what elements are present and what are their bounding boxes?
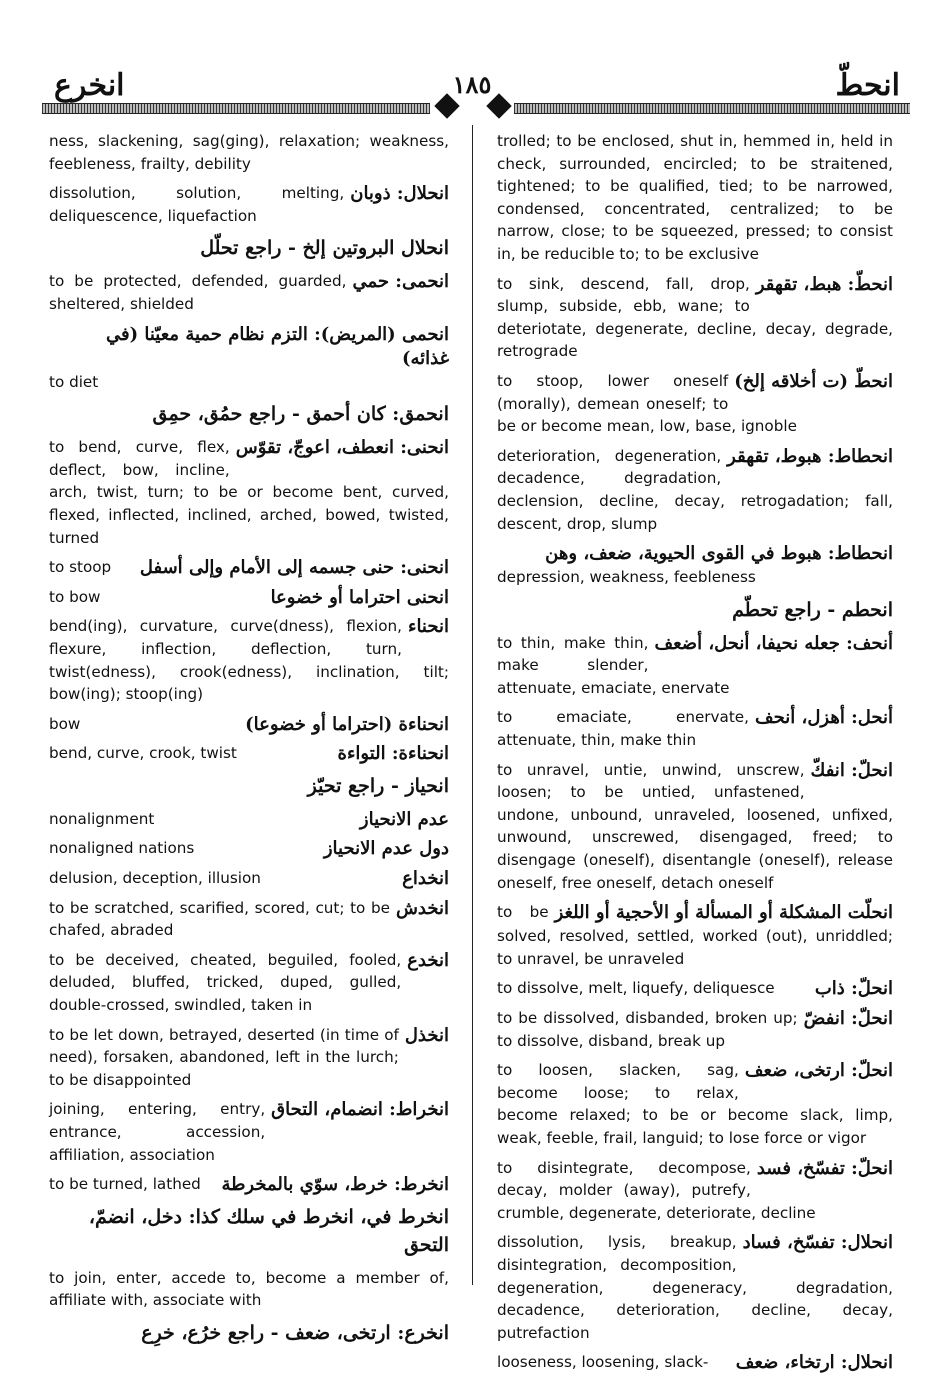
arabic-headword: انحمى: حمي (352, 271, 449, 293)
english-definition: joining, entering, entry, entrance, accession, affiliation, association (49, 1100, 266, 1164)
english-definition: nonaligned nations (49, 839, 195, 858)
arabic-headword: انحطّ (ت أخلاقه إلخ) (734, 370, 893, 392)
arabic-headword: انخدش (395, 897, 449, 919)
english-definition: dissolution, lysis, breakup, disintegration, decomposition, degeneration, degeneracy, degradation, decadence, deterioration, decline, decay, putrefaction (497, 1233, 893, 1342)
arabic-headword: انحنى: انعطف، اعوجّ، تقوّس (235, 437, 449, 459)
dictionary-entry (49, 323, 449, 394)
english-definition: dissolution, solution, melting, deliquescence, liquefaction (49, 184, 345, 225)
dictionary-entry (49, 713, 449, 736)
arabic-subentry: انخرط في، انخرط في سلك كذا: دخل، انضمّ، التحق (88, 1205, 449, 1256)
english-definition: to bow (49, 587, 101, 606)
arabic-headword: انخدع (407, 949, 449, 971)
arabic-headword: انخداع (402, 868, 449, 890)
dictionary-entry (497, 977, 893, 1000)
arabic-headword: انخذل (404, 1024, 449, 1046)
arabic-headword: انحناء (407, 616, 449, 638)
english-definition: to emaciate, enervate, attenuate, thin, make thin (497, 708, 749, 750)
english-definition: to be protected, defended, guarded, sheltered, shielded (49, 272, 347, 313)
arabic-headword: انحلال: ارتخاء، ضعف (735, 1352, 893, 1374)
english-definition: to be let down, betrayed, deserted (in time of need), forsaken, abandoned, left in the lurch; to be disappointed (49, 1025, 399, 1089)
english-definition: to dissolve, melt, liquefy, deliquesce (497, 979, 775, 998)
arabic-headword: دول عدم الانحياز (323, 838, 449, 860)
dictionary-entry (497, 1231, 893, 1344)
arabic-headword: انحناءة: التواءة (337, 743, 449, 765)
dictionary-entry (497, 1351, 893, 1374)
english-definition: delusion, deception, illusion (49, 869, 261, 888)
dictionary-entry (497, 1059, 893, 1149)
english-definition: to stoop (49, 558, 112, 577)
english-definition: deterioration, degeneration, decadence, degradation, declension, decline, decay, retrogadation; fall, descent, drop, slump (497, 446, 893, 533)
dictionary-entry (49, 867, 449, 890)
dictionary-entry (49, 1173, 449, 1196)
dictionary-entry (49, 949, 449, 1017)
dictionary-entry (497, 1157, 893, 1225)
english-definition: bend, curve, crook, twist (49, 744, 237, 763)
arabic-subentry: انحياز - راجع تحيّز (307, 774, 449, 797)
continuation-text: ness, slackening, sag(ging), relaxation; weakness, feebleness, frailty, debility (49, 132, 449, 173)
running-head-left: انخرع (54, 68, 125, 103)
arabic-headword: عدم الانحياز (359, 808, 449, 830)
english-definition: bend(ing), curvature, curve(dness), flexion, flexure, inflection, deflection, turn, twist(edness), crook(edness), inclination, tilt; bow(ing); stoop(ing) (49, 617, 449, 704)
arabic-subentry: انحطم - راجع تحطّم (732, 598, 893, 621)
dictionary-entry (497, 445, 893, 535)
english-definition: to unravel, untie, unwind, unscrew, loosen; to be untied, unfastened, undone, unbound, unraveled, loosened, unfixed, unwound, unscrewed, disengaged, freed; to disengage (oneself), disentangle (oneself), release oneself, free oneself, detach oneself (497, 760, 893, 892)
english-definition: to thin, make thin, make slender, attenuate, emaciate, enervate (497, 633, 730, 697)
dictionary-entry (49, 615, 449, 705)
english-definition: to bend, curve, flex, deflect, bow, incline, arch, twist, turn; to be or become bent, curved, flexed, inflected, inclined, arched, bowed, twisted, turned (49, 438, 449, 547)
arabic-headword: انحنى احتراما أو خضوعا (270, 586, 449, 608)
dictionary-entry (49, 556, 449, 579)
english-definition: to be scratched, scarified, scored, cut; to be chafed, abraded (49, 898, 390, 940)
left-column (49, 130, 449, 1355)
arabic-headword: انحناءة (احتراما أو خضوعا) (245, 713, 449, 735)
header-rule-left (42, 103, 430, 114)
arabic-headword: انحلّ: انفكّ (810, 759, 893, 781)
english-definition: bow (49, 714, 81, 733)
dictionary-entry (49, 270, 449, 315)
dictionary-entry (49, 837, 449, 860)
arabic-subentry: انحلال البروتين إلخ - راجع تحلّل (200, 237, 449, 260)
arabic-headword: انحطاط: هبوط، تقهقر (727, 445, 893, 467)
dictionary-entry (49, 436, 449, 549)
english-definition: to loosen, slacken, sag, become loose; to relax, become relaxed; to be or become slack, limp, weak, feeble, frail, languid; to lose force or vigor (497, 1061, 893, 1147)
dictionary-entry (497, 1007, 893, 1052)
arabic-headword: انحلّ: تفسّخ، فسد (756, 1157, 893, 1179)
column-divider (472, 125, 473, 1285)
dictionary-entry (49, 182, 449, 227)
dictionary-entry (497, 706, 893, 751)
english-definition: to be turned, lathed (49, 1175, 201, 1194)
dictionary-entry (49, 1098, 449, 1166)
english-definition: to be deceived, cheated, beguiled, fooled, deluded, bluffed, tricked, duped, gulled, double-crossed, swindled, taken in (49, 950, 402, 1015)
arabic-headword: انحلّ: انفضّ (803, 1008, 893, 1029)
dictionary-entry (497, 901, 893, 970)
dictionary-entry (49, 742, 449, 765)
dictionary-entry (49, 1024, 449, 1092)
arabic-headword: انخرط: خرط، سوّي بالمخرطة (221, 1174, 449, 1196)
page-number: ١٨٥ (452, 70, 492, 99)
arabic-headword: انحلّ: ذاب (814, 978, 893, 1000)
arabic-headword: انخراط: انضمام، التحاق (271, 1099, 449, 1121)
arabic-subentry: انخرع: ارتخى، ضعف - راجع خرُع، خرِع (141, 1321, 449, 1344)
dictionary-entry (49, 897, 449, 942)
header-rule-right (514, 103, 910, 114)
continuation-text: to join, enter, accede to, become a member of, affiliate with, associate with (49, 1268, 449, 1310)
arabic-headword: أنحف: جعله نحيفا، أنحل، أضعف (654, 632, 893, 654)
arabic-headword: انحطاط: هبوط في القوى الحيوية، ضعف، وهن (545, 543, 893, 565)
dictionary-entry (497, 632, 893, 700)
dictionary-entry (497, 759, 893, 895)
arabic-subentry: انحمق: كان أحمق - راجع حمُق، حمِق (152, 403, 449, 426)
english-definition: looseness, loosening, slack- (497, 1353, 709, 1372)
arabic-headword: انحطّ: هبط، تقهقر (755, 273, 893, 295)
arabic-headword: انحمى (المريض): التزم نظام حمية معيّنا (في غذائه) (105, 323, 449, 369)
dictionary-entry (49, 586, 449, 609)
english-definition: to diet (49, 372, 99, 391)
english-definition: to stoop, lower oneself (morally), demean oneself; to be or become mean, low, base, ignoble (497, 371, 797, 436)
english-definition: to disintegrate, decompose, decay, molder (away), putrefy, crumble, degenerate, deteriorate, decline (497, 1158, 816, 1222)
dictionary-entry (497, 370, 893, 438)
english-definition: to sink, descend, fall, drop, slump, subside, ebb, wane; to deteriotate, degenerate, decline, decay, degrade, retrograde (497, 274, 893, 361)
running-head-right: انحطّ (835, 68, 900, 103)
dictionary-entry (497, 542, 893, 589)
arabic-headword: انحنى: حنى جسمه إلى الأمام وإلى أسفل (139, 557, 449, 579)
arabic-headword: انحلّت المشكلة أو المسألة أو الأحجية أو اللغز (554, 902, 893, 924)
dictionary-entry (497, 273, 893, 363)
english-definition: to be solved, resolved, settled, worked (out), unriddled; to unravel, be unraveled (497, 903, 893, 968)
page-header (40, 62, 904, 102)
right-column (497, 130, 893, 1381)
arabic-headword: أنحل: أهزل، أنحف (754, 707, 893, 729)
dictionary-entry (49, 808, 449, 831)
english-definition: depression, weakness, feebleness (497, 568, 756, 587)
english-definition: to be dissolved, disbanded, broken up; to dissolve, disband, break up (497, 1009, 798, 1050)
arabic-headword: انحلّ: ارتخى، ضعف (744, 1060, 893, 1082)
english-definition: nonalignment (49, 809, 155, 828)
continuation-text: trolled; to be enclosed, shut in, hemmed in, held in check, surrounded, encircled; to be straitened, tightened; to be qualified, tied; to be narrowed, condensed, concentrated, centralized; to be narrow, close; to be squeezed, pressed; to consist in, be reducible to; to be exclusive (497, 132, 893, 263)
arabic-headword: انحلال: تفسّخ، فساد (742, 1232, 893, 1254)
arabic-headword: انحلال: ذوبان (350, 183, 449, 205)
